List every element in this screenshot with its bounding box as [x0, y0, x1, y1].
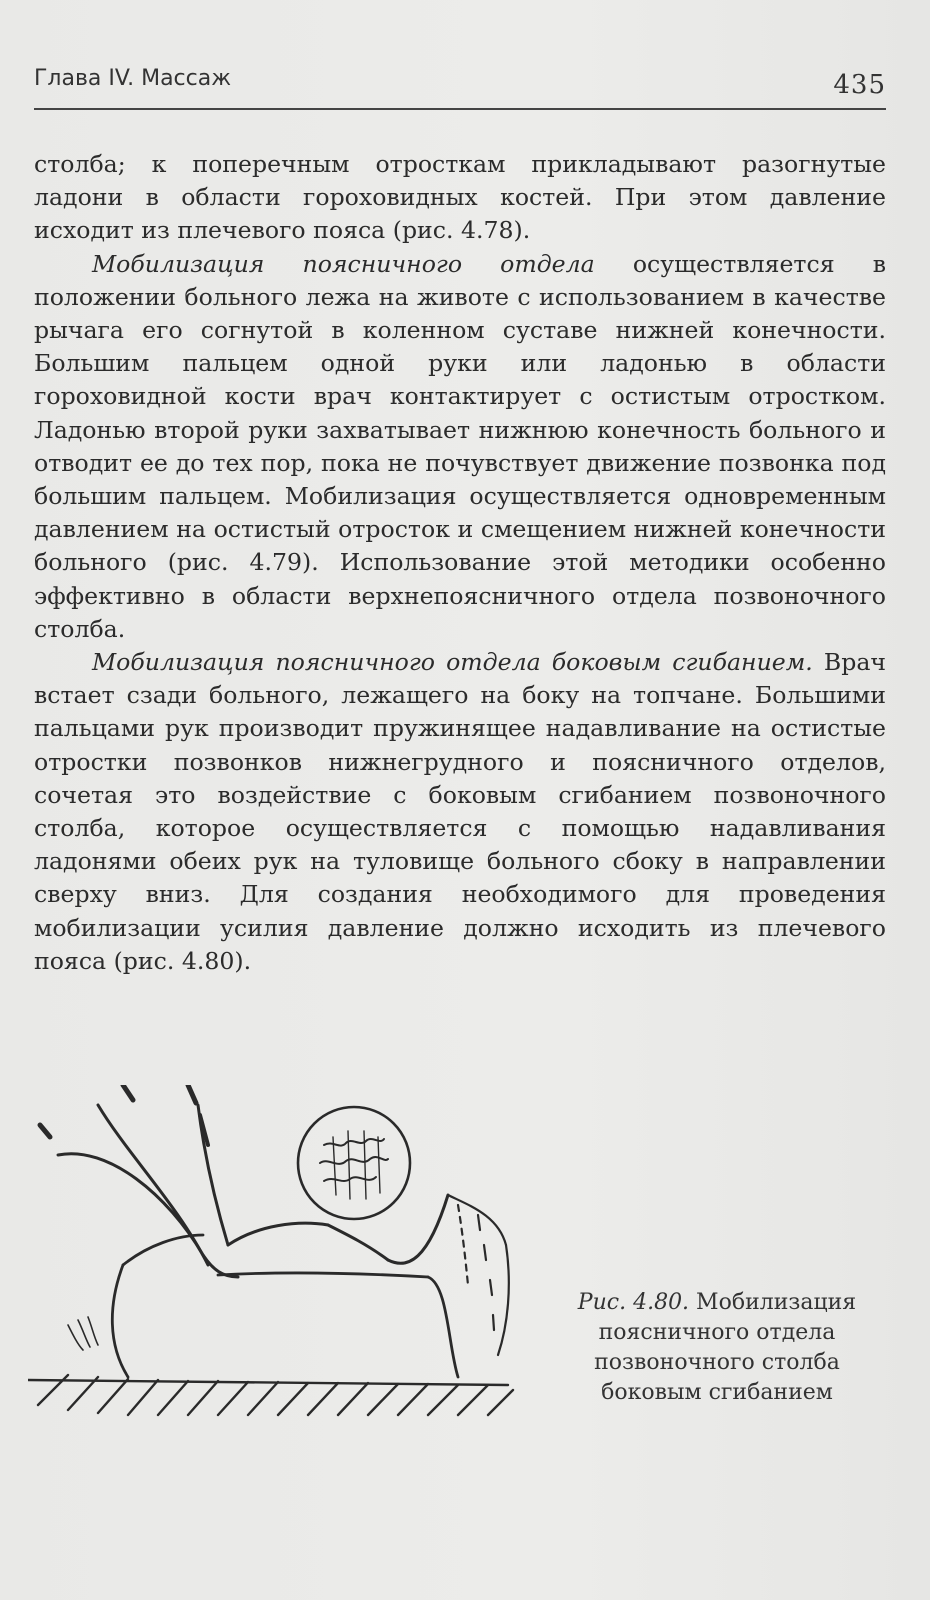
- paragraph-3-title: Мобилизация поясничного отдела боковым сгибанием.: [92, 648, 813, 677]
- body-text: [34, 148, 886, 978]
- figure-caption-text: Мобилизация поясничного отдела позвоночного столба боковым сгибанием: [594, 1290, 857, 1405]
- paragraph-2-text: осуществляется в положении больного лежа на животе с использованием в качестве рычага его согнутой в коленном суставе нижней конечности. Большим пальцем одной руки или ладонью в области гороховидной кости врач контактирует с остистым отростком. Ладонью второй руки захватывает нижнюю конечность больного и отводит ее до тех пор, пока не почувствует движение позвонка под большим пальцем. Мобилизация осуществляется одновременным давлением на остистый отросток и смещением нижней конечности больного (рис. 4.79). Использование этой методики особенно эффективно в области верхнепоясничного отдела позвоночного столба.: [34, 249, 886, 643]
- paragraph-2-title: Мобилизация поясничного отдела: [92, 249, 595, 278]
- therapist-arms: [40, 1085, 448, 1277]
- figure-4-80-illustration: [28, 1085, 548, 1425]
- patient-torso: [68, 1235, 458, 1377]
- patient-hip: [448, 1195, 509, 1355]
- mobilization-drawing: [28, 1085, 548, 1425]
- figure-caption: [556, 1288, 878, 1408]
- paragraph-1: столба; к поперечным отросткам прикладывают разогнутые ладони в области гороховидных костей. При этом давление исходит из плечевого пояса (рис. 4.78).: [34, 150, 886, 245]
- page-number: 435: [833, 70, 886, 100]
- figure-caption-label: Рис. 4.80.: [577, 1290, 690, 1315]
- couch-hatching: [28, 1375, 513, 1415]
- paragraph-2: [34, 248, 886, 646]
- magnified-spine-circle: [298, 1107, 410, 1219]
- paragraph-3: [34, 646, 886, 978]
- running-title: Глава IV. Массаж: [34, 66, 232, 91]
- paragraph-3-text: Врач встает сзади больного, лежащего на боку на топчане. Большими пальцами рук производит пружинящее надавливание на остистые отростки позвонков нижнегрудного и поясничного отделов, сочетая это воздействие с боковым сгибанием позвоночного столба, которое осуществляется с помощью надавливания ладонями обеих рук на туловище больного сбоку в направлении сверху вниз. Для создания необходимого для проведения мобилизации усилия давление должно исходить из плечевого пояса (рис. 4.80).: [34, 648, 887, 975]
- page-header: [34, 60, 886, 110]
